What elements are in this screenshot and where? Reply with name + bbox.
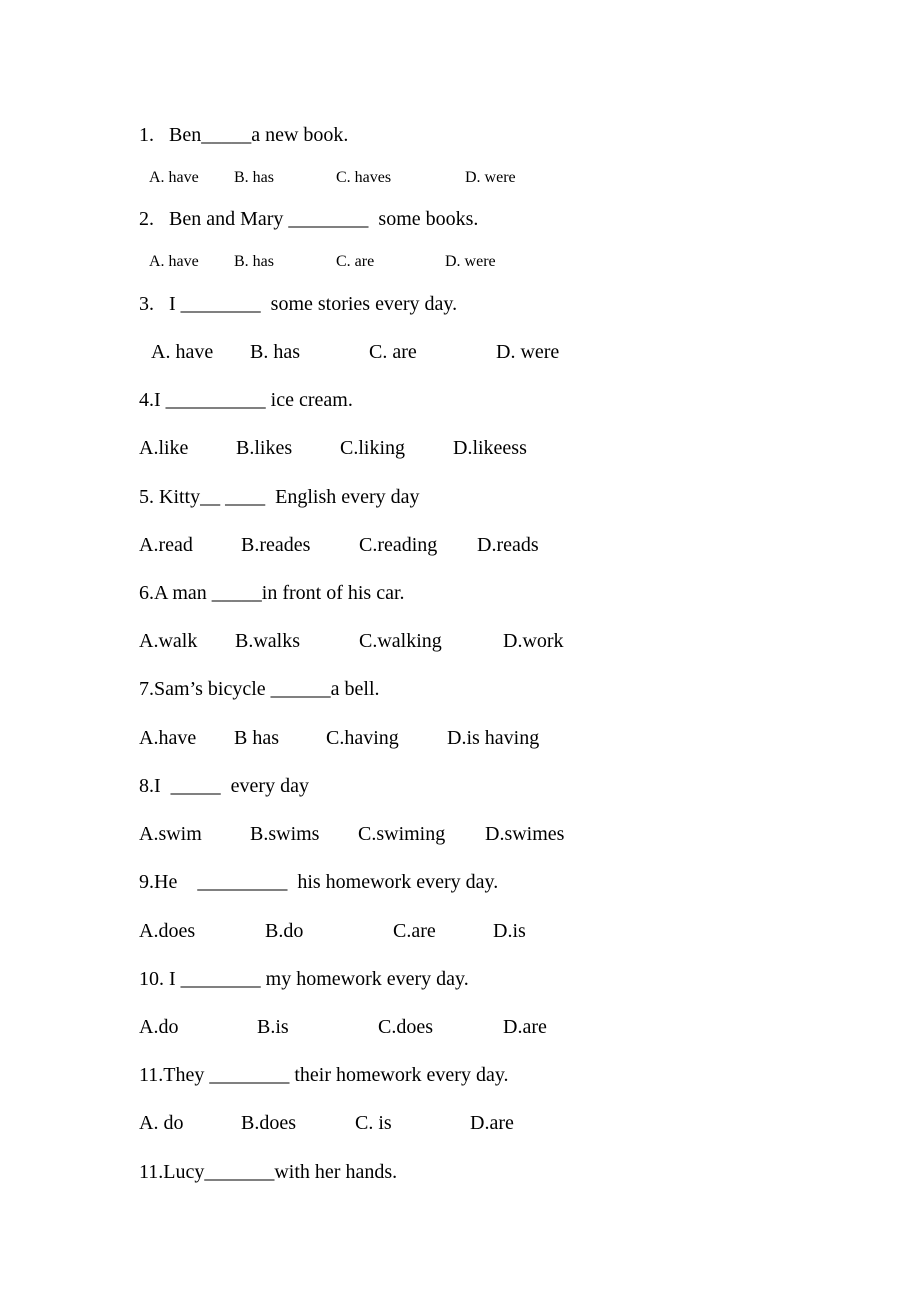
question-4-option-a: A.like: [139, 437, 189, 459]
question-3-option-d: D. were: [496, 341, 560, 363]
question-11-stem: 11.They ________ their homework every day.: [139, 1064, 509, 1086]
question-12-stem: 11.Lucy_______with her hands.: [139, 1161, 398, 1183]
question-11-option-c: C. is: [355, 1112, 392, 1134]
question-1-option-a: A. have: [149, 169, 199, 186]
question-10-option-a: A.do: [139, 1016, 179, 1038]
question-9-option-c: C.are: [393, 920, 436, 942]
question-11-option-a: A. do: [139, 1112, 184, 1134]
question-10-option-d: D.are: [503, 1016, 547, 1038]
question-6-option-d: D.work: [503, 630, 564, 652]
question-5-option-b: B.reades: [241, 534, 311, 556]
question-5-option-d: D.reads: [477, 534, 539, 556]
question-7-option-a: A.have: [139, 727, 197, 749]
question-8-option-a: A.swim: [139, 823, 202, 845]
question-3-option-b: B. has: [250, 341, 300, 363]
question-2-option-b: B. has: [234, 253, 274, 270]
question-1-option-c: C. haves: [336, 169, 392, 186]
question-3-option-c: C. are: [369, 341, 417, 363]
question-5-stem: 5. Kitty__ ____ English every day: [139, 486, 420, 508]
question-8-option-c: C.swiming: [358, 823, 446, 845]
question-5-option-c: C.reading: [359, 534, 438, 556]
question-1-option-d: D. were: [465, 169, 516, 186]
question-1-option-b: B. has: [234, 169, 274, 186]
question-4-option-d: D.likeess: [453, 437, 527, 459]
question-2-option-c: C. are: [336, 253, 375, 270]
question-9-option-b: B.do: [265, 920, 304, 942]
question-9-option-d: D.is: [493, 920, 526, 942]
question-8-option-b: B.swims: [250, 823, 320, 845]
question-3-option-a: A. have: [151, 341, 214, 363]
question-2-stem: 2. Ben and Mary ________ some books.: [139, 208, 479, 230]
question-10-option-c: C.does: [378, 1016, 433, 1038]
question-6-option-a: A.walk: [139, 630, 198, 652]
question-10-option-b: B.is: [257, 1016, 289, 1038]
question-2-option-a: A. have: [149, 253, 199, 270]
question-6-option-b: B.walks: [235, 630, 300, 652]
question-4-option-c: C.liking: [340, 437, 406, 459]
question-6-option-c: C.walking: [359, 630, 442, 652]
question-6-stem: 6.A man _____in front of his car.: [139, 582, 405, 604]
question-2-option-d: D. were: [445, 253, 496, 270]
question-1-stem: 1. Ben_____a new book.: [139, 124, 349, 146]
question-7-stem: 7.Sam’s bicycle ______a bell.: [139, 678, 380, 700]
question-7-option-c: C.having: [326, 727, 399, 749]
question-7-option-d: D.is having: [447, 727, 540, 749]
question-11-option-b: B.does: [241, 1112, 296, 1134]
question-9-stem: 9.He _________ his homework every day.: [139, 871, 499, 893]
question-5-option-a: A.read: [139, 534, 193, 556]
question-4-option-b: B.likes: [236, 437, 293, 459]
question-7-option-b: B has: [234, 727, 279, 749]
question-11-option-d: D.are: [470, 1112, 514, 1134]
question-9-option-a: A.does: [139, 920, 196, 942]
question-8-stem: 8.I _____ every day: [139, 775, 309, 797]
question-8-option-d: D.swimes: [485, 823, 565, 845]
question-3-stem: 3. I ________ some stories every day.: [139, 293, 458, 315]
question-10-stem: 10. I ________ my homework every day.: [139, 968, 469, 990]
question-4-stem: 4.I __________ ice cream.: [139, 389, 353, 411]
